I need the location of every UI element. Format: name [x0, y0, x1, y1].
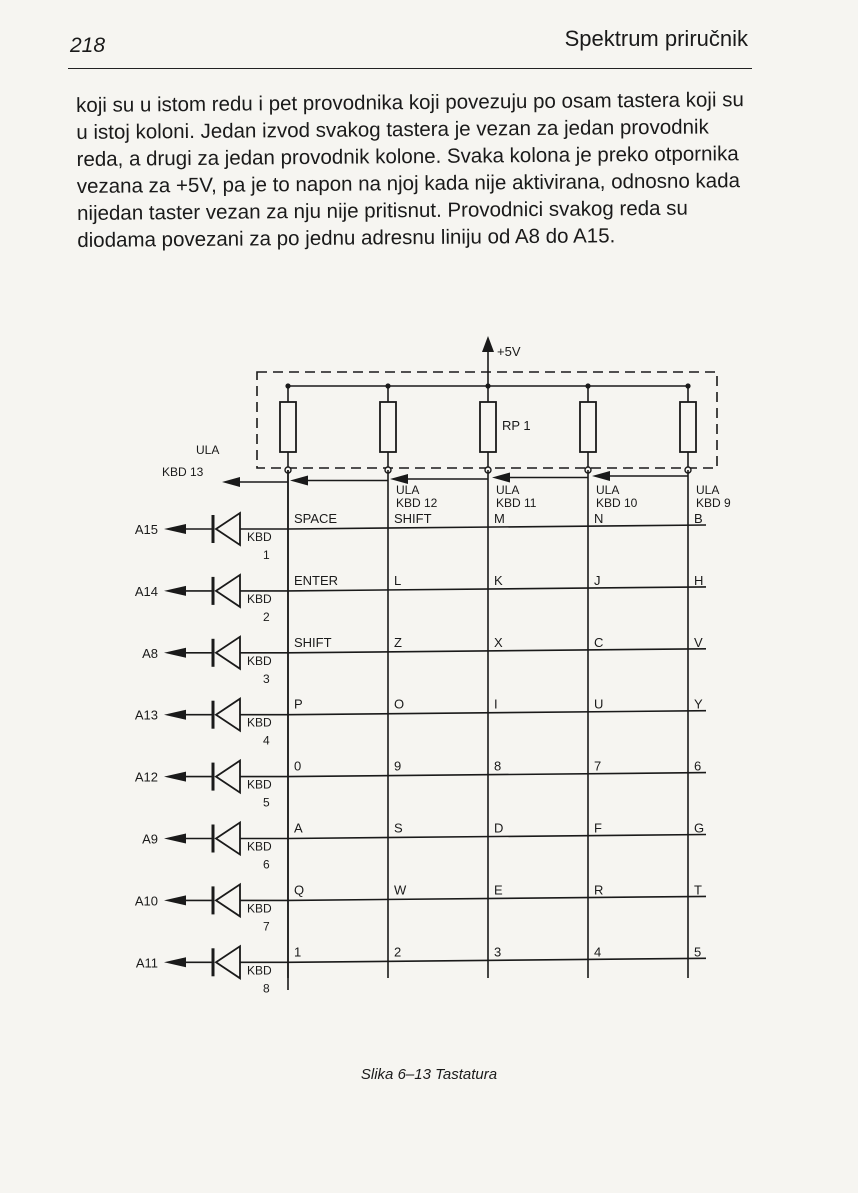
diode-triangle — [216, 513, 240, 545]
bus-node — [485, 383, 490, 388]
resistor-pack-label: RP 1 — [502, 418, 531, 433]
key-label: 9 — [394, 758, 402, 774]
key-label: 1 — [294, 944, 302, 960]
ula-label: ULA — [496, 483, 520, 497]
figure-caption: Slika 6–13 Tastatura — [360, 1066, 498, 1083]
ula-label: ULA — [196, 443, 220, 457]
key-label: 0 — [294, 758, 302, 774]
resistor — [680, 402, 696, 452]
key-label: SHIFT — [394, 511, 432, 526]
resistor — [280, 402, 296, 452]
address-arrow — [164, 834, 186, 844]
address-label: A14 — [134, 583, 158, 599]
ula-label: ULA — [696, 483, 720, 497]
key-label: I — [494, 696, 498, 712]
key-label: 2 — [394, 944, 402, 960]
bus-node — [585, 383, 590, 388]
kbd-row-label: KBD — [247, 901, 272, 916]
kbd-row-number: 5 — [263, 795, 270, 810]
diode-triangle — [216, 575, 240, 607]
kbd-row-number: 4 — [263, 733, 270, 748]
key-label: G — [694, 820, 705, 836]
resistor — [480, 402, 496, 452]
page-number: 218 — [70, 34, 106, 57]
bus-node — [385, 383, 390, 388]
key-label: R — [594, 882, 604, 898]
key-label: L — [394, 572, 402, 588]
key-label: 5 — [694, 944, 702, 960]
key-label: A — [294, 820, 303, 836]
keyboard-schematic-figure — [0, 330, 858, 1030]
address-label: A11 — [135, 955, 158, 971]
kbd-row-number: 1 — [263, 548, 270, 562]
bus-node — [285, 383, 290, 388]
key-label: O — [394, 696, 405, 712]
key-label: W — [394, 882, 407, 898]
address-label: A12 — [134, 769, 158, 785]
kbd-input-label: KBD 12 — [396, 496, 438, 510]
body-paragraph: koji su u istom redu i pet provodnika koji povezuju po osam tastera koji su u istoj koloni. Jedan izvod svakog tastera je vezan za jedan provodnik reda, a drugi za jedan provodnik kolone. Svaka kolona je preko otpornika vezana za +5V, pa je to napon na njoj kada nije aktivirana, odnosno kada nijedan taster vezan za nju nije pritisnut. Provodnici svakog reda su diodama povezani za po jednu adresnu liniju od A8 do A15. — [76, 88, 744, 252]
address-arrow — [164, 524, 186, 534]
kbd-row-number: 8 — [263, 981, 270, 996]
key-label: E — [494, 882, 503, 898]
resistor — [380, 402, 396, 452]
kbd-row-label: KBD — [247, 963, 272, 978]
ula-input-arrow — [290, 476, 308, 486]
address-label: A9 — [142, 831, 158, 847]
key-label: 6 — [694, 758, 702, 774]
address-arrow — [164, 772, 186, 782]
diode-triangle — [216, 699, 240, 731]
kbd-row-label: KBD — [247, 591, 272, 606]
diode-triangle — [216, 637, 240, 669]
ula-input-arrow — [222, 477, 240, 487]
key-label: X — [494, 634, 503, 650]
kbd-row-label: KBD — [247, 715, 272, 730]
diode-triangle — [216, 884, 240, 916]
key-label: T — [694, 882, 702, 898]
key-label: 4 — [594, 944, 602, 960]
key-label: U — [594, 696, 604, 712]
kbd-row-label: KBD — [247, 839, 272, 854]
supply-label: +5V — [497, 344, 521, 359]
key-label: 7 — [594, 758, 602, 774]
diode-triangle — [216, 946, 240, 978]
key-label: F — [594, 820, 602, 836]
bus-node — [685, 383, 690, 388]
kbd-row-number: 3 — [263, 671, 270, 686]
kbd-row-number: 7 — [263, 919, 270, 934]
key-label: ENTER — [294, 572, 339, 588]
ula-input-arrow — [492, 473, 510, 483]
keyboard-schematic — [0, 330, 858, 1030]
address-arrow — [164, 586, 186, 596]
address-label: A13 — [134, 707, 158, 723]
key-label: P — [294, 696, 303, 712]
key-label: K — [494, 572, 503, 588]
supply-arrow — [482, 336, 494, 352]
kbd-input-label: KBD 11 — [496, 496, 537, 510]
key-label: S — [394, 820, 403, 836]
kbd-row-label: KBD — [247, 777, 272, 792]
key-label: Z — [394, 634, 402, 650]
address-arrow — [164, 895, 186, 905]
address-arrow — [164, 957, 186, 967]
key-label: J — [594, 572, 601, 588]
address-label: A15 — [134, 522, 158, 537]
diode-triangle — [216, 761, 240, 793]
kbd-input-label: KBD 13 — [162, 465, 204, 479]
kbd-row-label: KBD — [247, 530, 272, 544]
key-label: Q — [294, 882, 305, 898]
ula-label: ULA — [596, 483, 620, 497]
address-arrow — [164, 648, 186, 658]
running-title: Spektrum priručnik — [564, 26, 748, 51]
key-label: H — [694, 572, 704, 588]
key-label: N — [594, 511, 604, 526]
key-label: 8 — [494, 758, 502, 774]
kbd-row-label: KBD — [247, 653, 272, 668]
key-label: B — [694, 511, 703, 526]
kbd-row-number: 2 — [263, 609, 270, 624]
key-label: D — [494, 820, 504, 836]
resistor — [580, 402, 596, 452]
key-label: SPACE — [294, 511, 338, 526]
key-label: V — [694, 634, 703, 650]
kbd-row-number: 6 — [263, 857, 270, 872]
address-label: A8 — [142, 645, 158, 661]
key-label: Y — [694, 696, 703, 712]
address-label: A10 — [134, 893, 158, 909]
kbd-input-label: KBD 9 — [696, 496, 731, 510]
page-header — [68, 22, 752, 69]
diode-triangle — [216, 823, 240, 855]
kbd-input-label: KBD 10 — [596, 496, 638, 510]
key-label: 3 — [494, 944, 502, 960]
key-label: C — [594, 634, 604, 650]
ula-input-arrow — [592, 471, 610, 481]
key-label: SHIFT — [294, 634, 332, 650]
address-arrow — [164, 710, 186, 720]
ula-label: ULA — [396, 483, 420, 497]
key-label: M — [494, 511, 505, 526]
